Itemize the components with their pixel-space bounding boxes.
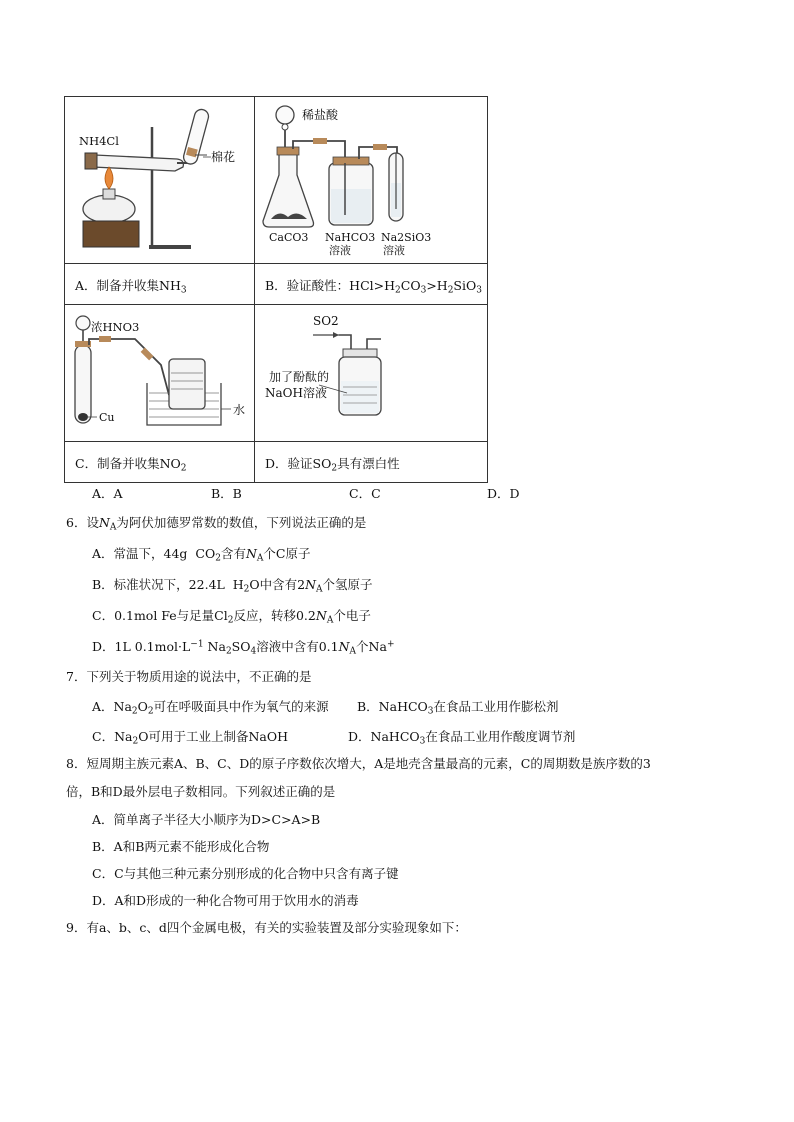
q6-option-a: A．常温下，44g $CO_2$含有$N_A$个C原子: [92, 546, 311, 564]
label-so2: SO2: [313, 314, 339, 328]
so2-apparatus-diagram: [255, 305, 488, 441]
label-dilute-hcl: 稀盐酸: [302, 108, 339, 122]
q8-stem-line1: 8．短周期主族元素A、B、C、D的原子序数依次增大，A是地壳含量最高的元素，C的周期数是族序数的3: [66, 756, 651, 771]
q9-stem: 9．有a、b、c、d四个金属电极，有关的实验装置及部分实验现象如下：: [66, 920, 467, 935]
q7-option-c: C．$Na_2O$可用于工业上制备NaOH: [92, 729, 288, 747]
q5-choice-d: D．D: [487, 486, 520, 501]
no2-apparatus-diagram: [65, 305, 255, 441]
apparatus-d-figure: [255, 305, 488, 442]
label-cotton: 棉花: [211, 150, 236, 164]
q7-stem: 7．下列关于物质用途的说法中，不正确的是: [66, 669, 312, 684]
q7-option-d: D．NaHCO$_3$在食品工业用作酸度调节剂: [348, 729, 576, 747]
q8-option-d: D．A和D形成的一种化合物可用于饮用水的消毒: [92, 893, 359, 908]
q6-option-b: B．标准状况下，22.4L $H_2O$中含有$2N_A$个氢原子: [92, 577, 373, 595]
q5-choice-a: A．A: [92, 486, 123, 501]
q8-option-b: B．A和B两元素不能形成化合物: [92, 839, 270, 854]
q8-option-a: A．简单离子半径大小顺序为D>C>A>B: [92, 812, 321, 827]
q7-option-a: A．$Na_2O_2$可在呼吸面具中作为氧气的来源: [92, 699, 329, 717]
q8-option-c: C．C与其他三种元素分别形成的化合物中只含有离子键: [92, 866, 399, 881]
label-caco3: CaCO3: [269, 231, 309, 244]
label-na2sio3-solution: 溶液: [383, 244, 405, 257]
q5-choice-b: B．B: [211, 486, 242, 501]
apparatus-b-figure: [255, 97, 488, 264]
apparatus-c-figure: [65, 305, 255, 442]
label-cu: Cu: [99, 411, 115, 424]
q8-stem-line2: 倍，B和D最外层电子数相同。下列叙述正确的是: [66, 784, 336, 799]
q6-option-c: C．0.1mol Fe与足量$Cl_2$反应，转移$0.2N_A$个电子: [92, 608, 371, 626]
caption-b: B．验证酸性：$HCl>H_2CO_3>H_2SiO_3$: [255, 264, 488, 305]
apparatus-table: [64, 96, 488, 483]
q6-stem: 6．设$N_A$为阿伏加德罗常数的数值，下列说法正确的是: [66, 515, 367, 533]
acidity-apparatus-diagram: [255, 97, 488, 263]
q5-choice-c: C．C: [349, 486, 381, 501]
label-water: 水: [233, 403, 246, 417]
label-nahco3-solution: 溶液: [329, 244, 351, 257]
label-na2sio3: Na2SiO3: [381, 231, 432, 244]
caption-a: A．制备并收集$NH_3$: [65, 264, 255, 305]
label-conc-hno3: 浓HNO3: [91, 320, 140, 334]
label-phenolphthalein: 加了酚酞的: [269, 370, 330, 384]
caption-d: D．验证$SO_2$具有漂白性: [255, 442, 488, 483]
label-nahco3: NaHCO3: [325, 231, 376, 244]
q6-option-d: D．1L $0.1mol\cdot L^{-1}$ $Na_2SO_4$溶液中含有$0.1N_A$个Na+: [92, 639, 395, 657]
apparatus-a-figure: [65, 97, 255, 264]
caption-c: C．制备并收集$NO_2$: [65, 442, 255, 483]
label-naoh-solution: NaOH溶液: [265, 386, 327, 400]
nh3-apparatus-diagram: [65, 97, 255, 263]
q7-option-b: B．NaHCO$_3$在食品工业用作膨松剂: [357, 699, 559, 717]
label-nh4cl: NH4Cl: [79, 134, 119, 148]
